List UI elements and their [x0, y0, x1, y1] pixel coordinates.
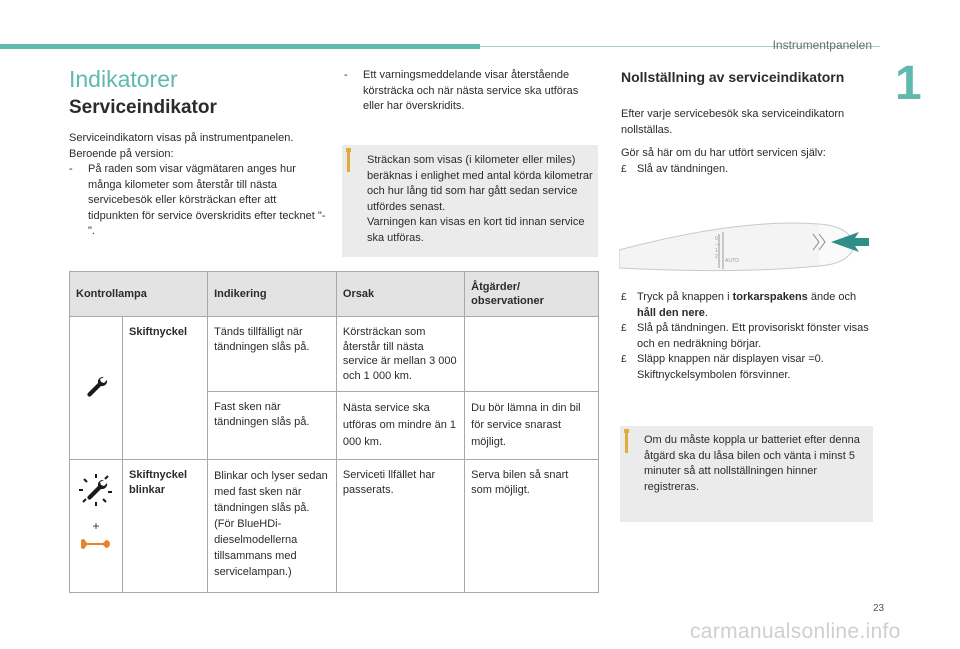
plus-sign: +	[92, 518, 100, 533]
text-span: ände och	[807, 291, 857, 303]
list-item-text: Släpp knappen när displayen visar =0. Skiftnyckelsymbolen försvinner.	[637, 353, 824, 381]
reset-paragraph: Gör så här om du har utfört servicen själv:	[621, 147, 826, 159]
intro-text	[69, 131, 329, 240]
table-cell: Serva bilen så snart som möjligt.	[465, 460, 599, 593]
svg-text:2: 2	[715, 254, 718, 260]
wrench-icon-cell	[70, 317, 123, 460]
orange-wrench-icon	[81, 537, 111, 551]
intro-line: Beroende på version:	[69, 147, 174, 160]
list-item	[69, 162, 329, 240]
info-note-text: Om du måste koppla ur batteriet efter denna åtgärd ska du låsa bilen och vänta i minst 5 minuter så att nollställningen hinner registreras.	[644, 434, 860, 493]
bullet-icon: £	[621, 323, 627, 334]
middle-text	[344, 68, 602, 115]
bullet-icon: £	[621, 354, 627, 365]
table-cell: Körsträckan som återstår till nästa service är mellan 3 000 och 1 000 km.	[336, 317, 464, 392]
text-bold: håll den nere	[637, 306, 705, 319]
info-icon-bar	[625, 433, 628, 453]
indicator-name-text: Skiftnyckel	[129, 326, 188, 338]
svg-text:—: —	[715, 242, 720, 248]
table-header: Indikering	[208, 272, 337, 317]
dash-marker: -	[344, 69, 348, 81]
page-title: Indikatorer	[69, 66, 178, 92]
table-row	[70, 317, 599, 392]
indicator-name	[123, 460, 208, 593]
list-item-text	[637, 291, 856, 319]
blinking-wrench-icon	[76, 470, 116, 510]
table-cell: Serviceti llfället har passerats.	[336, 460, 464, 593]
bullet-icon: £	[621, 292, 627, 303]
indicator-name	[123, 317, 208, 460]
section-title: Instrumentpanelen	[772, 38, 872, 52]
wiper-stalk-illustration	[619, 208, 873, 288]
page-number: 23	[873, 603, 885, 614]
list-item	[621, 321, 876, 352]
table-cell	[465, 317, 599, 392]
info-icon-bar	[347, 152, 350, 172]
table-header: Orsak	[336, 272, 464, 317]
reset-steps	[621, 146, 876, 177]
dash-marker: -	[69, 163, 73, 175]
list-item-text: Slå på tändningen. Ett provisoriskt fönster visas och en nedräkning börjar.	[637, 322, 869, 350]
header-accent-bar	[0, 44, 480, 49]
table-cell: Tänds tillfälligt när tändningen slås på.	[208, 317, 337, 392]
table-header: Kontrollampa	[70, 272, 208, 317]
reset-heading: Nollställning av serviceindikatorn	[621, 69, 845, 85]
text-span: Tryck på knappen i	[637, 291, 733, 303]
wrench-icon	[84, 374, 108, 398]
list-item-text: Slå av tändningen.	[637, 162, 729, 175]
list-item	[621, 162, 876, 178]
table-header: Åtgärder/ observationer	[465, 272, 599, 317]
indicator-table	[69, 271, 599, 593]
list-item-text: På raden som visar vägmätaren anges hur många kilometer som återstår till nästa servicebesök eller körsträckan efter att tidpunkten för service överskridits efter tecknet "-".	[88, 163, 326, 237]
table-cell: Nästa service ska utföras om mindre än 1 000 km.	[336, 392, 464, 460]
list-item	[344, 68, 602, 115]
svg-text:1: 1	[715, 248, 718, 254]
blinking-wrench-icon-cell	[70, 460, 123, 593]
info-note	[620, 426, 873, 522]
svg-text:0: 0	[715, 236, 718, 242]
chapter-number: 1	[895, 57, 922, 110]
table-row	[70, 460, 599, 593]
stalk-auto-label: AUTO	[725, 258, 739, 264]
list-item	[621, 352, 876, 383]
list-item	[621, 290, 876, 321]
text-span: .	[704, 306, 708, 319]
intro-line: Serviceindikatorn visas på instrumentpanelen.	[69, 132, 294, 144]
info-note-text: Sträckan som visas (i kilometer eller miles) beräknas i enlighet med antal körda kilometrar och hur lång tid som har gått sedan service utfördes senast. Varningen kan visas en kort tid innan service ska utföras.	[367, 154, 593, 244]
table-cell: Fast sken när tändningen slås på.	[208, 392, 337, 460]
section-heading: Serviceindikator	[69, 97, 217, 118]
reset-paragraph: Efter varje servicebesök ska serviceindikatorn nollställas.	[621, 108, 845, 136]
watermark: carmanualsonline.info	[690, 620, 901, 643]
bullet-icon: £	[621, 163, 627, 175]
table-header-row	[70, 272, 599, 317]
text-bold: torkarspakens	[732, 291, 808, 303]
table-cell: Blinkar och lyser sedan med fast sken när tändningen slås på. (För BlueHDi-dieselmodellerna tillsammans med servicelampan.)	[208, 460, 337, 593]
reset-steps-continued	[621, 290, 876, 383]
table-cell: Du bör lämna in din bil för service snarast möjligt.	[465, 392, 599, 460]
indicator-name-text: Skiftnyckel blinkar	[129, 469, 188, 496]
list-item-text: Ett varningsmeddelande visar återstående körsträcka och när nästa service ska utföras eller har överskridits.	[363, 69, 579, 112]
info-note	[342, 145, 598, 257]
reset-intro	[621, 107, 876, 138]
